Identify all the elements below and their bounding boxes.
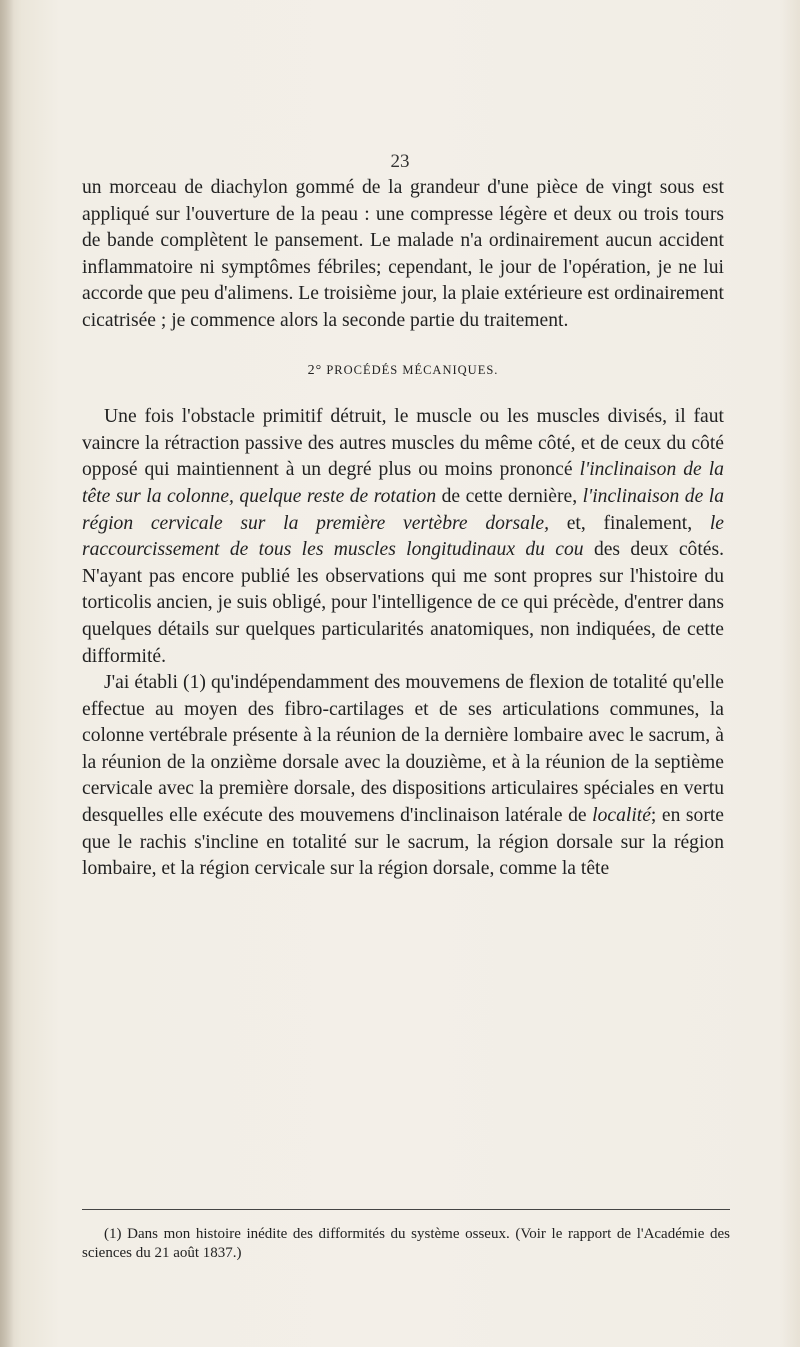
paragraph-2-italic-1: l'inclinaison de la tête sur la colonne, quelque reste de rotation: [82, 459, 724, 507]
paragraph-2-italic-3: le raccourcissement de tous les muscles longitudinaux du cou: [82, 512, 724, 561]
paragraph-3-part-a: J'ai établi (1) qu'indépendamment des mouvemens de flexion de totalité qu'elle effectue au moyen des fibro-cartilages et de ses articulations communes, la colonne vertébrale présente à la réunion de la dernière lombaire avec le sacrum, à la réunion de la onzième dorsale avec la douzième, et à la réunion de la septième cervicale avec la première dorsale, des dispositions articulaires spéciales en vertu desquelles elle exécute des mouvemens d'inclinaison latérale de: [82, 672, 724, 827]
section-heading-number: 2°: [307, 362, 323, 378]
paragraph-2-italic-2: l'inclinaison de la région cervicale sur la première vertèbre dorsale,: [82, 485, 725, 534]
body-text: [82, 175, 724, 883]
footnote-divider: [82, 1209, 730, 1210]
paragraph-2-part-d: des deux côtés. N'ayant pas encore publié les observations qui me sont propres sur l'histoire du torticolis ancien, je suis obligé, pour l'intelligence de ce qui précède, d'entrer dans quelques détails sur quelques particularités anatomiques, non indiquées, de cette difformité.: [82, 539, 724, 667]
section-heading: [82, 357, 724, 385]
paragraph-2-part-c: et, finalement,: [549, 512, 710, 534]
section-heading-text: PROCÉDÉS MÉCANIQUES.: [326, 362, 499, 377]
paragraph-3-italic-1: localité: [592, 805, 651, 827]
binding-shadow: [0, 0, 14, 1347]
page-number: 23: [390, 151, 410, 172]
paragraph-2: [82, 404, 724, 670]
paragraph-3: [82, 670, 724, 883]
paragraph-2-part-a: Une fois l'obstacle primitif détruit, le muscle ou les muscles divisés, il faut vaincre la rétraction passive des autres muscles du même côté, et de ceux du côté opposé qui maintiennent à un degré plus ou moins prononcé: [82, 406, 724, 481]
paragraph-3-part-b: ; en sorte que le rachis s'incline en totalité sur le sacrum, la région dorsale sur la région lombaire, et la région cervicale sur la région dorsale, comme la tête: [82, 805, 724, 880]
paragraph-1: un morceau de diachylon gommé de la grandeur d'une pièce de vingt sous est appliqué sur l'ouverture de la peau : une compresse légère et deux ou trois tours de bande complètent le pansement. Le malade n'a ordinairement aucun accident inflammatoire ni symptômes fébriles; cependant, le jour de l'opération, je ne lui accorde que peu d'alimens. Le troisième jour, la plaie extérieure est ordinairement cicatrisée ; je commence alors la seconde partie du traitement.: [82, 177, 724, 331]
footnote: [82, 1225, 730, 1263]
paragraph-2-part-b: de cette dernière,: [436, 485, 583, 507]
footnote-text: (1) Dans mon histoire inédite des difformités du système osseux. (Voir le rapport de l'Académie des sciences du 21 août 1837.): [82, 1226, 730, 1261]
